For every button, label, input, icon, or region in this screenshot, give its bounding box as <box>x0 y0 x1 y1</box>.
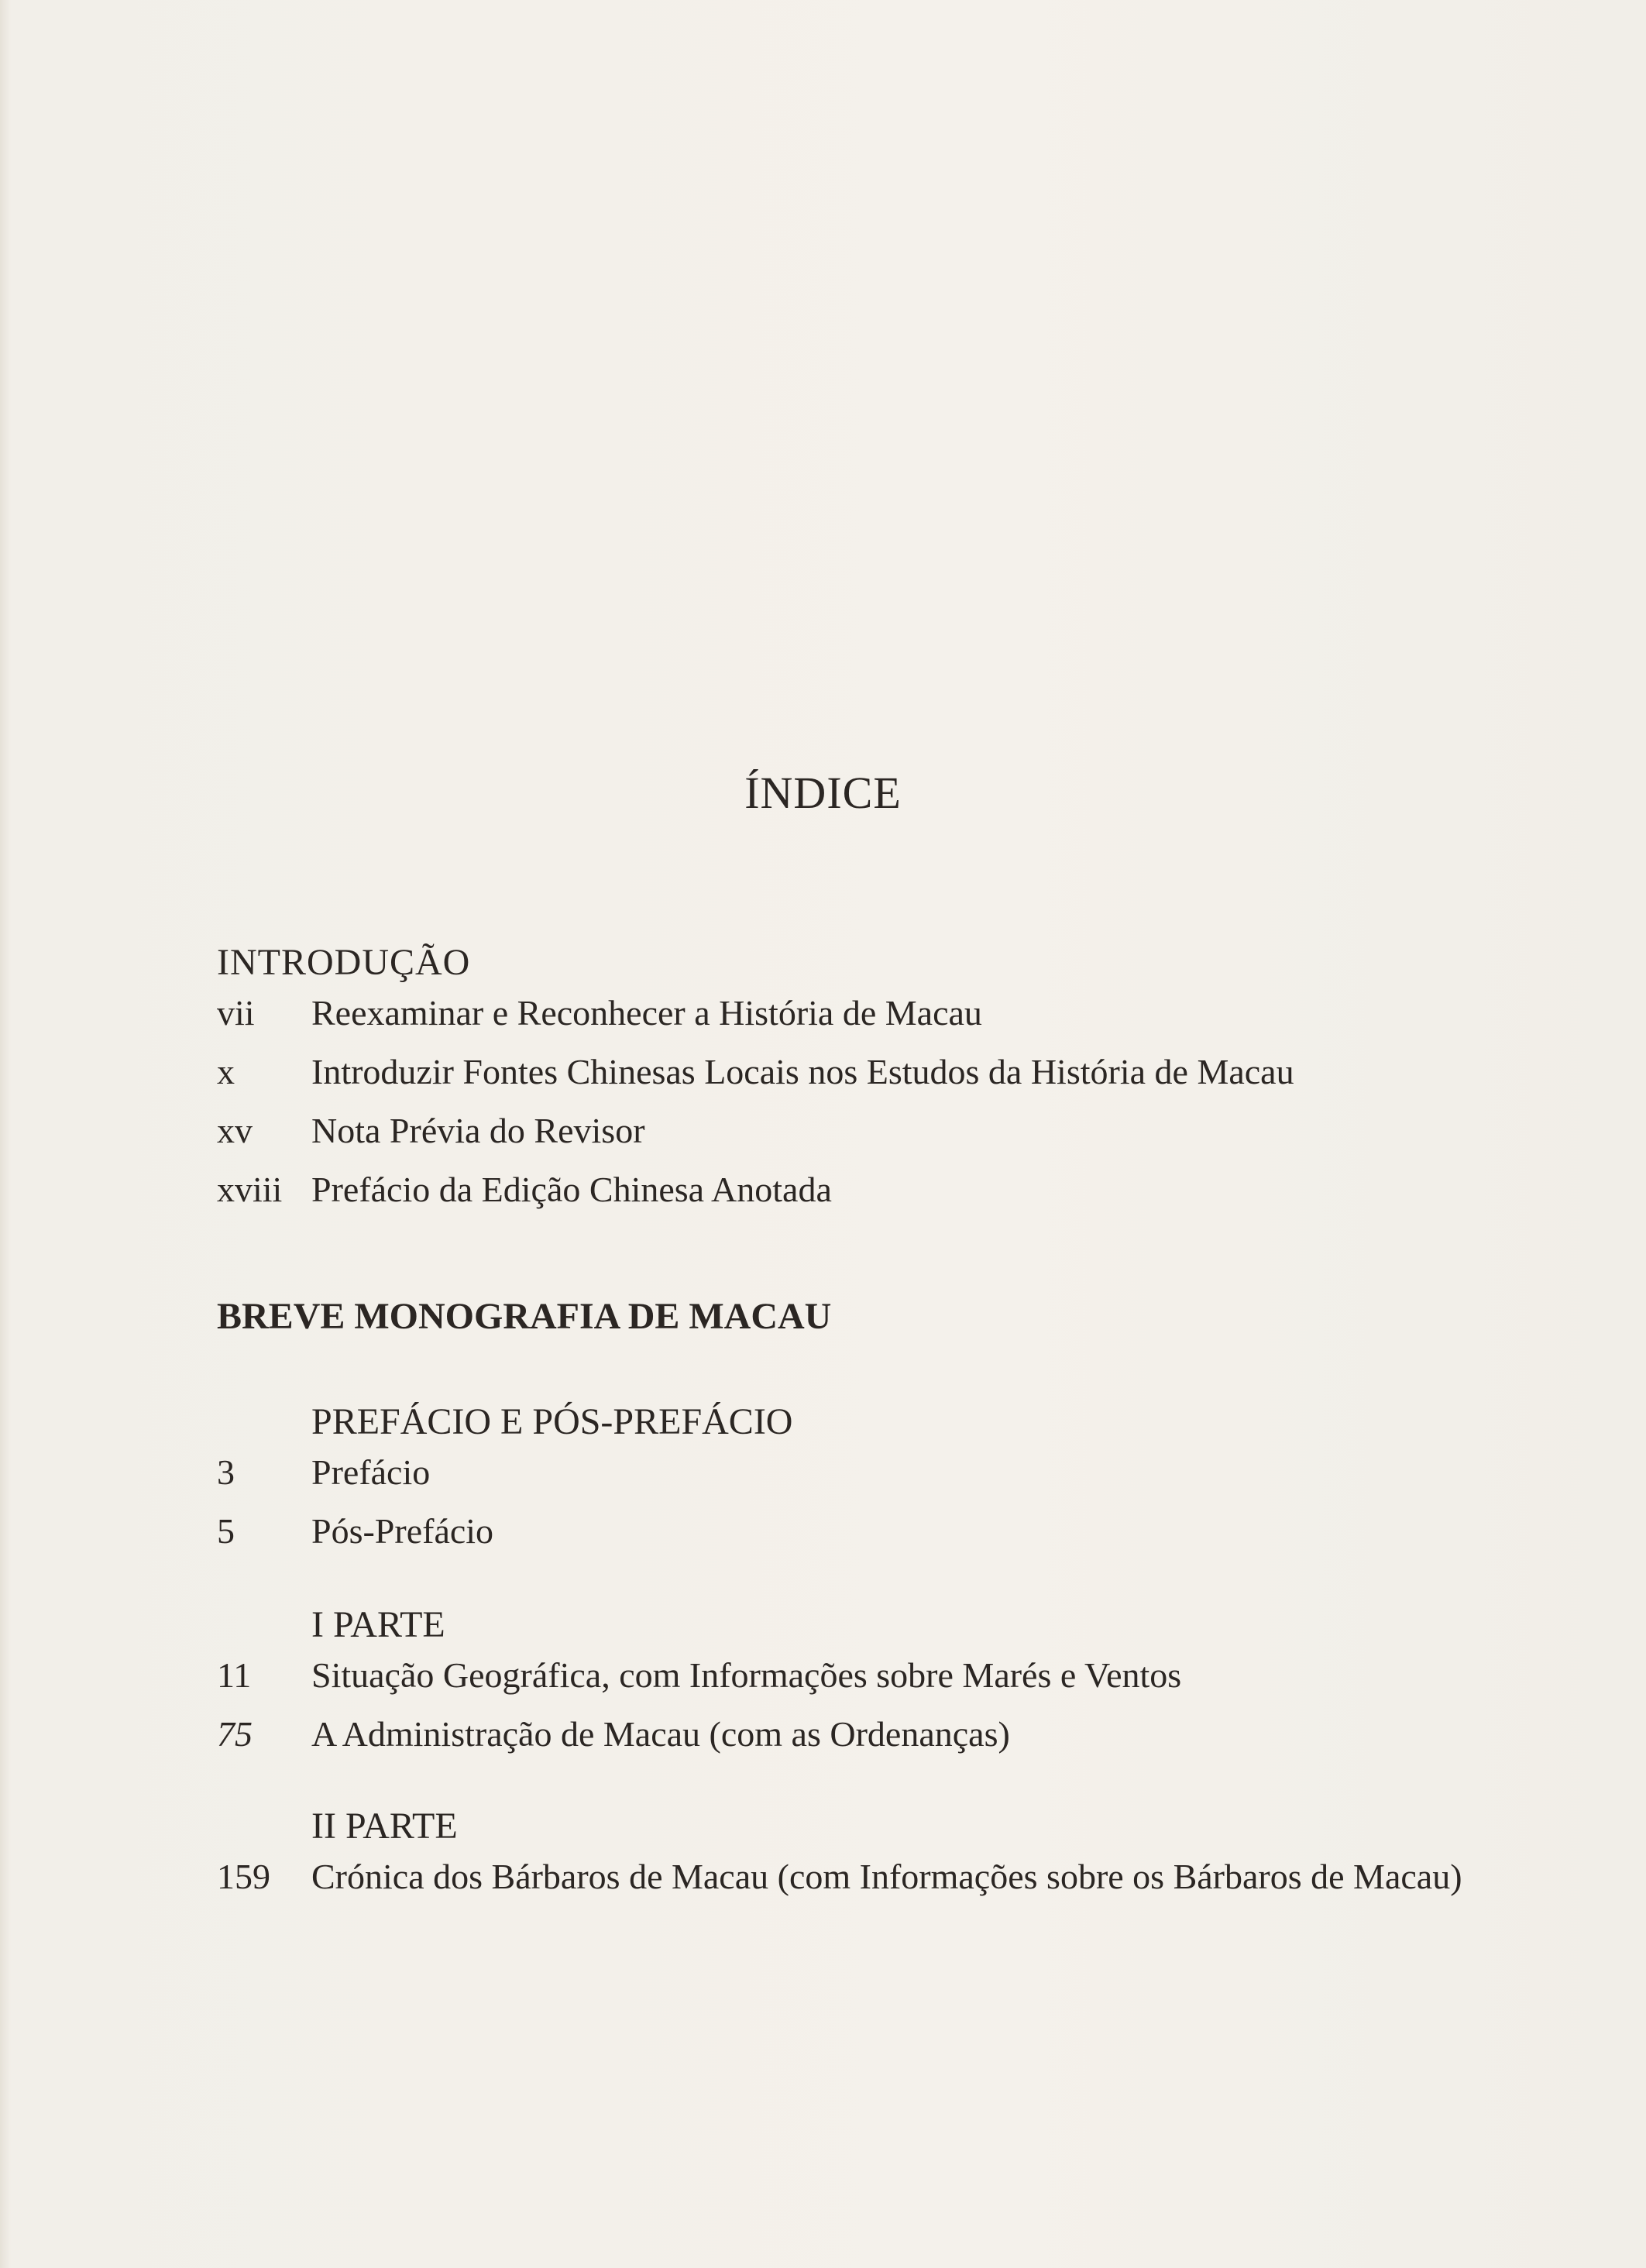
toc-entry <box>217 1705 1503 1764</box>
toc-page-number: xviii <box>217 1170 283 1209</box>
toc-page-number: 3 <box>217 1452 235 1492</box>
section-heading-monografia: BREVE MONOGRAFIA DE MACAU <box>217 1296 832 1337</box>
subsection-prefacio <box>217 1400 1503 1561</box>
toc-entry-title: Pós-Prefácio <box>311 1511 494 1551</box>
toc-page-number: 11 <box>217 1655 252 1695</box>
toc-entry-title: Situação Geográfica, com Informações sobre Marés e Ventos <box>311 1655 1182 1695</box>
subsection-heading-parte-2: II PARTE <box>311 1806 458 1847</box>
toc-entry <box>217 1160 1503 1219</box>
subsection-heading-prefacio: PREFÁCIO E PÓS-PREFÁCIO <box>311 1401 793 1442</box>
toc-entry-title: A Administração de Macau (com as Ordenanças) <box>311 1714 1010 1754</box>
toc-entry <box>217 1502 1503 1561</box>
subsection-heading-parte-1: I PARTE <box>311 1604 445 1645</box>
toc-entry <box>217 1646 1503 1705</box>
toc-entry <box>217 984 1503 1043</box>
toc-page-number: x <box>217 1052 235 1091</box>
toc-entry <box>217 1847 1503 1906</box>
toc-entry-title: Crónica dos Bárbaros de Macau (com Informações sobre os Bárbaros de Macau) <box>311 1857 1462 1896</box>
section-introducao <box>217 941 1503 1219</box>
toc-page-number: 159 <box>217 1857 270 1896</box>
toc-entry <box>217 1043 1503 1101</box>
toc-entry-title: Nota Prévia do Revisor <box>311 1111 645 1150</box>
toc-entry-title: Reexaminar e Reconhecer a História de Macau <box>311 993 982 1033</box>
subsection-parte-2 <box>217 1805 1503 1906</box>
toc-entry-title: Introduzir Fontes Chinesas Locais nos Estudos da História de Macau <box>311 1052 1294 1091</box>
subsection-parte-1 <box>217 1603 1503 1764</box>
toc-entry-title: Prefácio <box>311 1452 431 1492</box>
section-monografia <box>217 1295 1503 1338</box>
toc-page-number: 75 <box>217 1714 253 1754</box>
section-heading-introducao: INTRODUÇÃO <box>217 942 471 983</box>
toc-page-number: 5 <box>217 1511 235 1551</box>
toc-entry <box>217 1101 1503 1160</box>
toc-entry-title: Prefácio da Edição Chinesa Anotada <box>311 1170 832 1209</box>
toc-page-number: vii <box>217 993 255 1033</box>
toc-page-number: xv <box>217 1111 253 1150</box>
page-title: ÍNDICE <box>744 768 902 818</box>
toc-entry <box>217 1443 1503 1502</box>
